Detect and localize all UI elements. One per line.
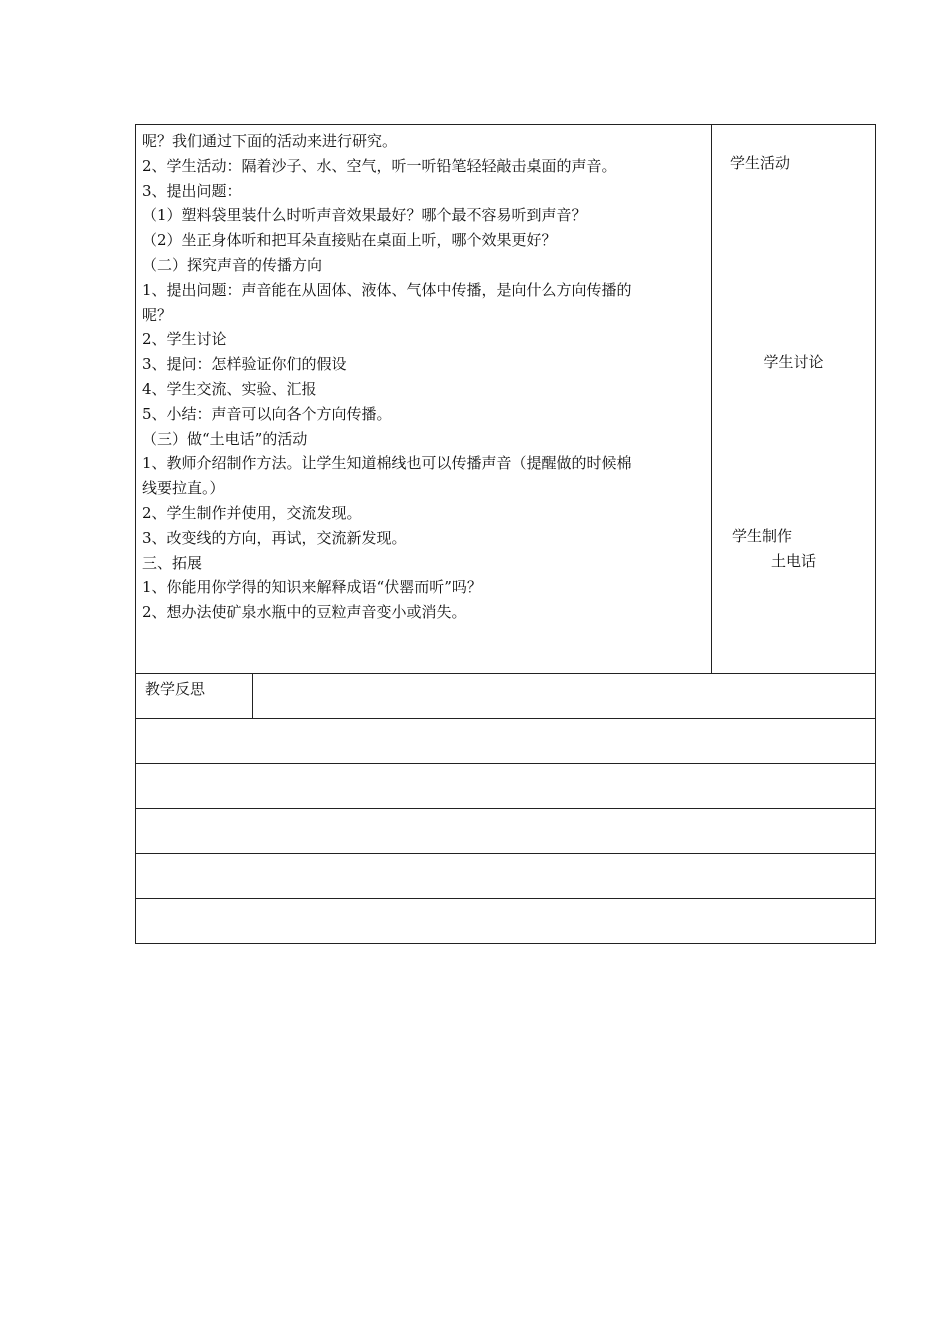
procedure-line: 三、拓展 xyxy=(142,553,203,572)
blank-row xyxy=(136,764,875,809)
procedure-line: （三）做“土电话”的活动 xyxy=(142,429,308,448)
procedure-line: 2、学生讨论 xyxy=(142,330,227,349)
procedure-line: 5、小结：声音可以向各个方向传播。 xyxy=(142,404,392,423)
procedure-row xyxy=(136,125,875,674)
procedure-line: 4、学生交流、实验、汇报 xyxy=(142,379,317,398)
procedure-line: 呢？ xyxy=(142,305,173,324)
procedure-line: 3、提出问题： xyxy=(142,181,242,200)
blank-row xyxy=(136,809,875,854)
side-note-make-line2: 土电话 xyxy=(770,552,816,570)
procedure-line: 1、提出问题：声音能在从固体、液体、气体中传播，是向什么方向传播的 xyxy=(142,280,632,299)
procedure-line: 3、改变线的方向，再试，交流新发现。 xyxy=(142,528,407,547)
side-note-discussion: 学生讨论 xyxy=(763,353,824,371)
blank-row xyxy=(136,854,875,899)
blank-row xyxy=(136,719,875,764)
procedure-line: （2）坐正身体听和把耳朵直接贴在桌面上听，哪个效果更好？ xyxy=(142,231,557,250)
procedure-line: 呢？我们通过下面的活动来进行研究。 xyxy=(142,132,398,150)
procedure-line: （二）探究声音的传播方向 xyxy=(142,255,323,274)
side-note-activity: 学生活动 xyxy=(730,154,791,172)
procedure-line: 线要拉直。） xyxy=(142,479,225,498)
reflection-row xyxy=(136,674,875,719)
procedure-line: 2、学生活动：隔着沙子、水、空气，听一听铅笔轻轻敲击桌面的声音。 xyxy=(142,156,617,175)
procedure-line: 2、想办法使矿泉水瓶中的豆粒声音变小或消失。 xyxy=(142,603,467,622)
procedure-line: 3、提问：怎样验证你们的假设 xyxy=(142,355,347,374)
side-note-make-line1: 学生制作 xyxy=(732,527,793,545)
procedure-content xyxy=(136,125,712,673)
procedure-line: 1、你能用你学得的知识来解释成语“伏罂而听”吗？ xyxy=(142,578,482,597)
blank-row xyxy=(136,899,875,944)
procedure-line: 2、学生制作并使用，交流发现。 xyxy=(142,503,362,522)
procedure-line: （1）塑料袋里装什么时听声音效果最好？哪个最不容易听到声音？ xyxy=(142,206,587,225)
reflection-label: 教学反思 xyxy=(136,674,253,718)
procedure-line: 1、教师介绍制作方法。让学生知道棉线也可以传播声音（提醒做的时候棉 xyxy=(142,454,632,473)
student-activity-column xyxy=(712,125,875,673)
lesson-plan-table xyxy=(135,124,876,944)
